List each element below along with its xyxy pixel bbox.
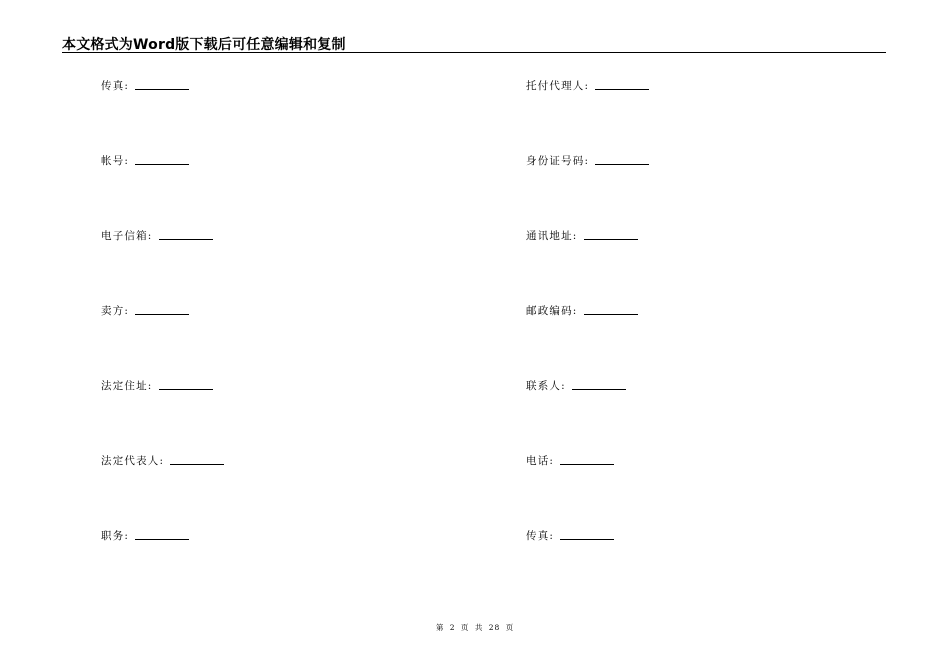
field-postal-code (526, 304, 638, 318)
field-label: 职务: (101, 530, 130, 542)
field-email (101, 229, 213, 243)
footer-page: 2 (449, 623, 456, 632)
field-position (101, 529, 189, 543)
field-label: 传真: (526, 530, 555, 542)
fill-in-blank[interactable] (595, 88, 649, 90)
fill-in-blank[interactable] (170, 463, 224, 465)
field-phone (526, 454, 614, 468)
fill-in-blank[interactable] (595, 163, 649, 165)
field-mailing-address (526, 229, 638, 243)
header-title: 本文格式为Word版下载后可任意编辑和复制 (62, 37, 346, 53)
field-label: 邮政编码: (526, 305, 578, 317)
field-label: 帐号: (101, 155, 130, 167)
field-legal-representative (101, 454, 224, 468)
fill-in-blank[interactable] (135, 313, 189, 315)
field-label: 托付代理人: (526, 80, 590, 92)
field-label: 通讯地址: (526, 230, 578, 242)
fill-in-blank[interactable] (159, 388, 213, 390)
field-label: 卖方: (101, 305, 130, 317)
field-seller (101, 304, 189, 318)
fill-in-blank[interactable] (135, 163, 189, 165)
field-legal-address (101, 379, 213, 393)
fill-in-blank[interactable] (560, 463, 614, 465)
footer-prefix: 第 (435, 623, 445, 632)
field-label: 传真: (101, 80, 130, 92)
fill-in-blank[interactable] (159, 238, 213, 240)
page-number-footer (0, 622, 950, 633)
page-header (62, 32, 886, 53)
field-agent (526, 79, 649, 93)
field-label: 电话: (526, 455, 555, 467)
field-id-number (526, 154, 649, 168)
footer-page-unit: 页 (460, 623, 470, 632)
footer-total-prefix: 共 (474, 623, 484, 632)
field-fax-right (526, 529, 614, 543)
field-account (101, 154, 189, 168)
field-label: 联系人: (526, 380, 566, 392)
footer-total-unit: 页 (505, 623, 515, 632)
field-label: 法定代表人: (101, 455, 165, 467)
fill-in-blank[interactable] (135, 538, 189, 540)
field-label: 身份证号码: (526, 155, 590, 167)
fill-in-blank[interactable] (560, 538, 614, 540)
field-fax (101, 79, 189, 93)
field-label: 法定住址: (101, 380, 153, 392)
fill-in-blank[interactable] (584, 238, 638, 240)
fill-in-blank[interactable] (584, 313, 638, 315)
field-contact-person (526, 379, 626, 393)
field-label: 电子信箱: (101, 230, 153, 242)
fill-in-blank[interactable] (135, 88, 189, 90)
footer-total: 28 (488, 623, 501, 632)
fill-in-blank[interactable] (572, 388, 626, 390)
